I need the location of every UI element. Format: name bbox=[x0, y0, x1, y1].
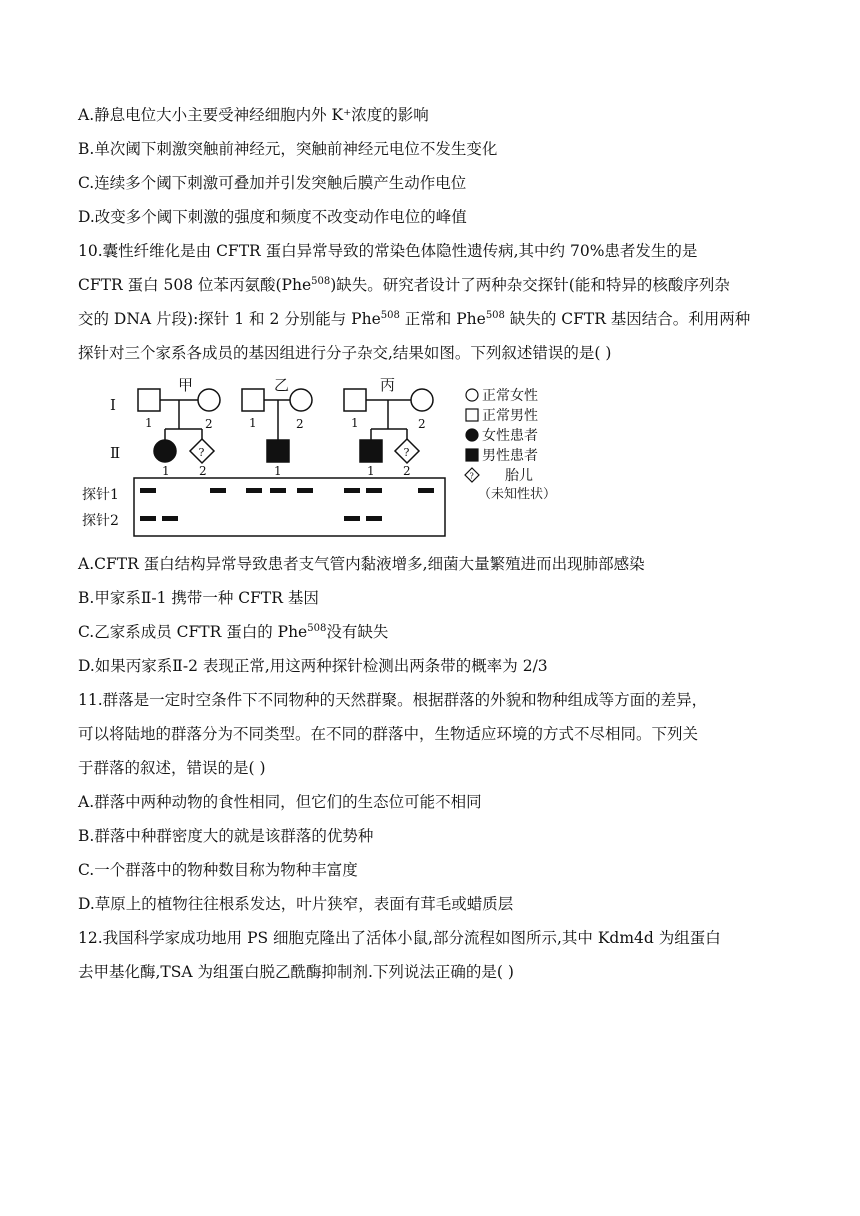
jia-II1-female-patient bbox=[154, 440, 176, 462]
q10-option-a: A.CFTR 蛋白结构异常导致患者支气管内黏液增多,细菌大量繁殖进而出现肺部感染 bbox=[78, 555, 645, 573]
q9-option-d: D.改变多个阈下刺激的强度和频度不改变动作电位的峰值 bbox=[78, 208, 467, 226]
legend-fetus: 胎儿 bbox=[505, 468, 533, 484]
q10-option-d: D.如果丙家系Ⅱ-2 表现正常,用这两种探针检测出两条带的概率为 2/3 bbox=[78, 657, 548, 675]
probe-2-label: 探针2 bbox=[82, 513, 119, 529]
yi-II1-male-patient bbox=[267, 440, 289, 462]
family-yi-label: 乙 bbox=[274, 376, 290, 394]
svg-text:1: 1 bbox=[351, 416, 359, 430]
q11-stem-line1: 11.群落是一定时空条件下不同物种的天然群聚。根据群落的外貌和物种组成等方面的差异， bbox=[78, 691, 708, 709]
bing-I1-normal-male bbox=[344, 389, 366, 411]
family-bing-label: 丙 bbox=[380, 376, 396, 394]
svg-text:1: 1 bbox=[162, 464, 170, 478]
family-jia-label: 甲 bbox=[178, 376, 194, 394]
generation-2-label: Ⅱ bbox=[110, 444, 121, 462]
q11-option-a: A.群落中两种动物的食性相同，但它们的生态位可能不相同 bbox=[78, 793, 482, 811]
svg-text:1: 1 bbox=[249, 416, 257, 430]
q10-stem-line4: 探针对三个家系各成员的基因组进行分子杂交,结果如图。下列叙述错误的是( ) bbox=[78, 344, 612, 362]
q9-option-a: A.静息电位大小主要受神经细胞内外 K⁺浓度的影响 bbox=[78, 106, 429, 124]
bing-II1-male-patient bbox=[360, 440, 382, 462]
probe-1-bands bbox=[140, 488, 434, 493]
legend-male-patient: 男性患者 bbox=[482, 448, 538, 464]
hybridization-gel bbox=[134, 478, 445, 536]
q10-stem-line1: 10.囊性纤维化是由 CFTR 蛋白异常导致的常染色体隐性遗传病,其中约 70%患者发生的是 bbox=[78, 242, 698, 260]
q9-option-c: C.连续多个阈下刺激可叠加并引发突触后膜产生动作电位 bbox=[78, 174, 467, 192]
svg-text:1: 1 bbox=[367, 464, 375, 478]
svg-text:2: 2 bbox=[296, 417, 304, 431]
svg-text:2: 2 bbox=[418, 417, 426, 431]
q11-option-c: C.一个群落中的物种数目称为物种丰富度 bbox=[78, 861, 358, 879]
q11-stem-line3: 于群落的叙述，错误的是( ) bbox=[78, 759, 266, 777]
q10-stem-line2: CFTR 蛋白 508 位苯丙氨酸(Phe$^{508}$)缺失。研究者设计了两种杂交探针(能和特异的核酸序列杂 bbox=[78, 275, 730, 294]
q12-stem-line1: 12.我国科学家成功地用 PS 细胞克隆出了活体小鼠,部分流程如图所示,其中 Kdm4d 为组蛋白 bbox=[78, 929, 721, 947]
q10-option-b: B.甲家系Ⅱ-1 携带一种 CFTR 基因 bbox=[78, 589, 319, 607]
legend-normal-female: 正常女性 bbox=[482, 388, 538, 404]
q10-option-c: C.乙家系成员 CFTR 蛋白的 Phe$^{508}$没有缺失 bbox=[78, 622, 389, 641]
svg-text:1: 1 bbox=[145, 416, 153, 430]
q11-option-d: D.草原上的植物往往根系发达，叶片狭窄，表面有茸毛或蜡质层 bbox=[78, 895, 514, 913]
svg-text:?: ? bbox=[469, 471, 474, 481]
jia-I1-normal-male bbox=[138, 389, 160, 411]
q9-option-b: B.单次阈下刺激突触前神经元，突触前神经元电位不发生变化 bbox=[78, 140, 498, 158]
generation-1-label: Ⅰ bbox=[110, 396, 116, 414]
svg-text:2: 2 bbox=[205, 417, 213, 431]
pedigree-figure bbox=[78, 372, 598, 542]
legend-normal-male: 正常男性 bbox=[482, 408, 538, 424]
svg-text:1: 1 bbox=[274, 464, 282, 478]
jia-I2-normal-female bbox=[198, 389, 220, 411]
pedigree-legend bbox=[465, 387, 556, 502]
legend-fetus-note: （未知性状） bbox=[478, 487, 557, 502]
svg-text:?: ? bbox=[198, 446, 205, 459]
bing-I2-normal-female bbox=[411, 389, 433, 411]
legend-female-patient: 女性患者 bbox=[482, 428, 538, 444]
probe-1-label: 探针1 bbox=[82, 487, 119, 503]
svg-text:2: 2 bbox=[199, 464, 207, 478]
probe-2-bands bbox=[140, 516, 382, 521]
svg-text:2: 2 bbox=[403, 464, 411, 478]
q11-option-b: B.群落中种群密度大的就是该群落的优势种 bbox=[78, 827, 374, 845]
yi-I1-normal-male bbox=[242, 389, 264, 411]
q11-stem-line2: 可以将陆地的群落分为不同类型。在不同的群落中，生物适应环境的方式不尽相同。下列关 bbox=[78, 725, 699, 743]
q10-stem-line3: 交的 DNA 片段):探针 1 和 2 分别能与 Phe$^{508}$ 正常和 Phe$^{508}$ 缺失的 CFTR 基因结合。利用两种 bbox=[78, 309, 751, 328]
yi-I2-normal-female bbox=[290, 389, 312, 411]
q12-stem-line2: 去甲基化酶,TSA 为组蛋白脱乙酰酶抑制剂.下列说法正确的是( ) bbox=[78, 963, 514, 981]
svg-text:?: ? bbox=[403, 446, 410, 459]
